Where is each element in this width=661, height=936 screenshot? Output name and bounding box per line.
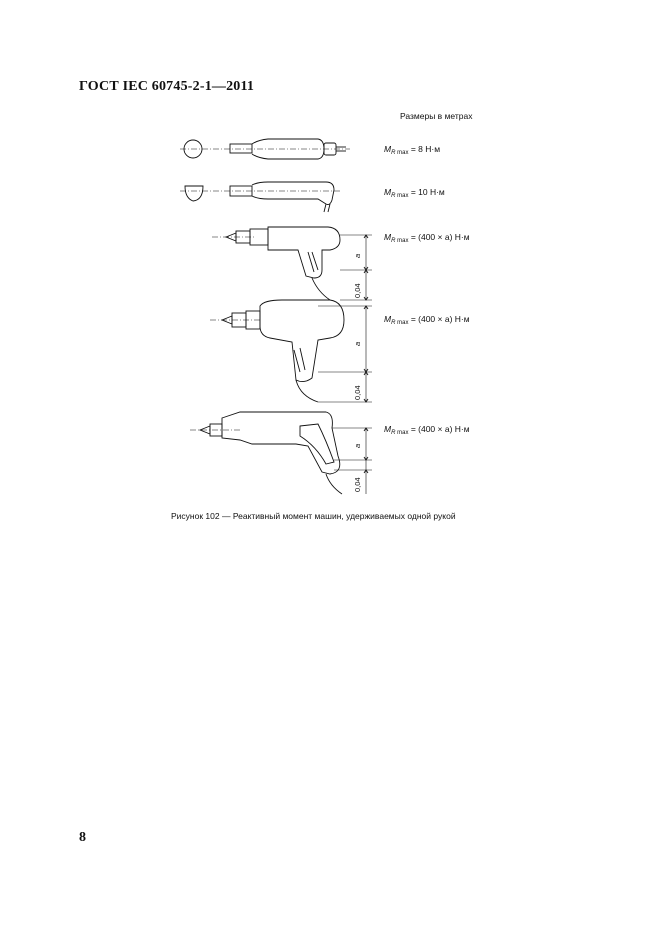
dim-a-label-tool-5: a [353,443,362,448]
dim-004-label-tool-3: 0,04 [353,283,362,298]
tool-3-pistol-drill [212,227,372,300]
dim-a-label-tool-4: a [353,341,362,346]
tool-1-straight [180,139,350,159]
dim-a-label-tool-3: a [353,253,362,258]
page-number: 8 [79,830,86,845]
tool-4-pistol-drill-large [210,300,372,402]
formula-tool-5: $M_{R max} = (400 \times a)$ Н·м [384,424,470,436]
formula-tool-4: $M_{R max} = (400 \times a)$ Н·м [384,314,470,326]
tool-2-angled [180,182,342,212]
formula-tool-2: $M_{R max} = 10$ Н·м [384,187,445,199]
document-header: ГОСТ IEC 60745-2-1—2011 [79,79,255,94]
formula-tool-1: $M_{R max} = 8$ Н·м [384,144,441,156]
units-note: Размеры в метрах [400,111,473,121]
dim-004-label-tool-5: 0,04 [353,477,362,492]
formula-tool-3: $M_{R max} = (400 \times a)$ Н·м [384,232,470,244]
figure-caption: Рисунок 102 — Реактивный момент машин, удерживаемых одной рукой [171,511,456,521]
tool-5-d-handle-drill [190,412,372,494]
dim-004-label-tool-4: 0,04 [353,385,362,400]
